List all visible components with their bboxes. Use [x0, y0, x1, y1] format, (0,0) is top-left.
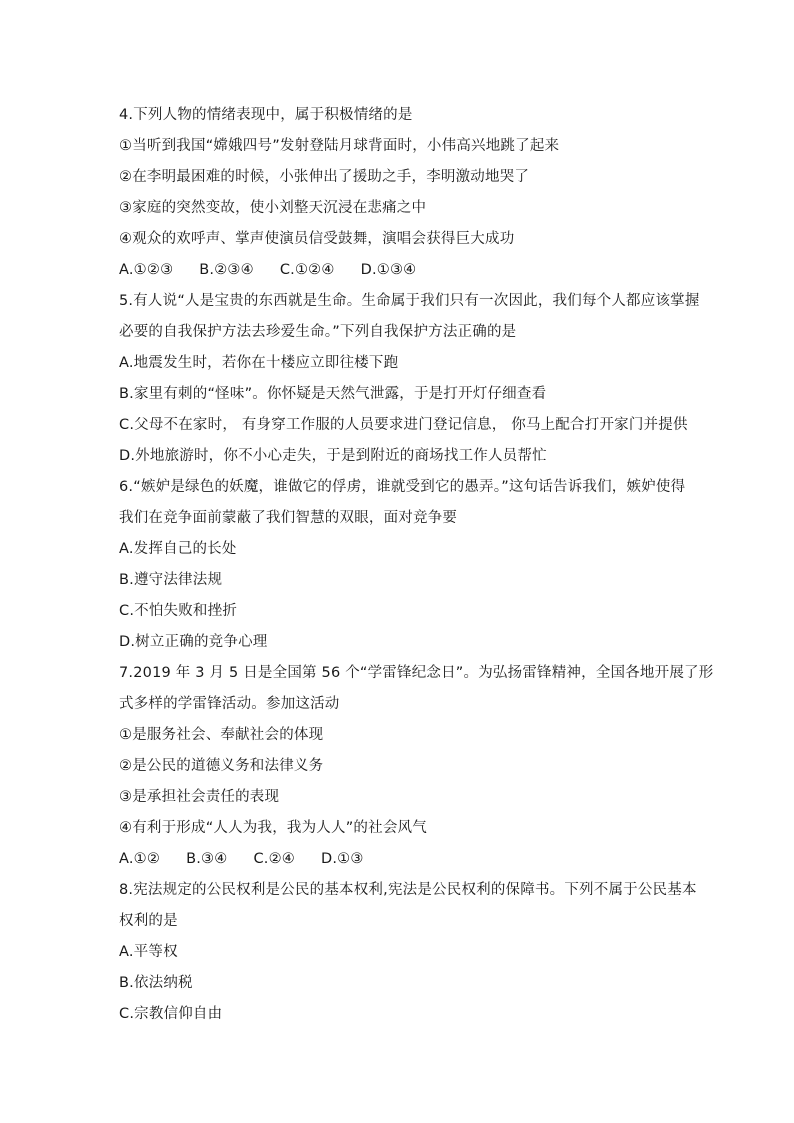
option-a: A.平等权	[119, 944, 178, 960]
question-stem-cont: 权利的是	[119, 913, 178, 929]
exam-page	[119, 100, 714, 1030]
question-stem-cont: 必要的自我保护方法去珍爱生命。”下列自我保护方法正确的是	[119, 324, 517, 340]
statement-1: ①当听到我国“嫦娥四号”发射登陆月球背面时，小伟高兴地跳了起来	[119, 138, 560, 154]
option-d: D.①③④	[360, 262, 417, 278]
option-b: B.依法纳税	[119, 975, 193, 991]
option-c: C.不怕失败和挫折	[119, 603, 238, 619]
option-b: B.家里有刺的“怪味”。你怀疑是天然气泄露，于是打开灯仔细查看	[119, 386, 547, 402]
option-c: C.①②④	[279, 262, 335, 278]
option-c: C.父母不在家时， 有身穿工作服的人员要求进门登记信息， 你马上配合打开家门并提供	[119, 417, 688, 433]
option-d: D.①③	[320, 851, 364, 867]
question-stem: 5.有人说“人是宝贵的东西就是生命。生命属于我们只有一次因此，我们每个人都应该掌握	[119, 293, 700, 309]
question-stem: 8.宪法规定的公民权利是公民的基本权利,宪法是公民权利的保障书。下列不属于公民基本	[119, 882, 697, 898]
question-stem-cont: 式多样的学雷锋活动。参加这活动	[119, 696, 340, 712]
option-b: B.③④	[186, 851, 228, 867]
question-7	[119, 658, 714, 875]
answer-options	[119, 844, 679, 875]
question-stem: 6.“嫉妒是绿色的妖魔，谁做它的俘虏，谁就受到它的愚弄。”这句话告诉我们，嫉妒使得	[119, 479, 686, 495]
option-b: B.②③④	[199, 262, 254, 278]
option-c: C.宗教信仰自由	[119, 1006, 223, 1022]
question-8	[119, 875, 697, 1030]
statement-1: ①是服务社会、奉献社会的体现	[119, 727, 324, 743]
statement-2: ②是公民的道德义务和法律义务	[119, 758, 324, 774]
answer-options	[119, 255, 679, 286]
option-a: A.地震发生时，若你在十楼应立即往楼下跑	[119, 355, 399, 371]
question-stem-cont: 我们在竞争面前蒙蔽了我们智慧的双眼，面对竞争要	[119, 510, 458, 526]
question-6	[119, 472, 686, 658]
option-d: D.树立正确的竞争心理	[119, 634, 268, 650]
statement-3: ③家庭的突然变故，使小刘整天沉浸在悲痛之中	[119, 200, 427, 216]
option-b: B.遵守法律法规	[119, 572, 223, 588]
option-a: A.①②③	[119, 262, 174, 278]
option-a: A.①②	[119, 851, 161, 867]
option-c: C.②④	[253, 851, 295, 867]
option-a: A.发挥自己的长处	[119, 541, 237, 557]
statement-4: ④观众的欢呼声、掌声使演员信受鼓舞，演唱会获得巨大成功	[119, 231, 515, 247]
option-d: D.外地旅游时，你不小心走失，于是到附近的商场找工作人员帮忙	[119, 448, 547, 464]
question-4	[119, 100, 679, 286]
question-stem: 7.2019 年 3 月 5 日是全国第 56 个“学雷锋纪念日”。为弘扬雷锋精神，全国各地开展了形	[119, 665, 714, 681]
statement-3: ③是承担社会责任的表现	[119, 789, 280, 805]
question-5	[119, 286, 700, 472]
question-stem: 4.下列人物的情绪表现中，属于积极情绪的是	[119, 107, 413, 123]
statement-4: ④有利于形成“人人为我，我为人人”的社会风气	[119, 820, 427, 836]
statement-2: ②在李明最困难的时候，小张伸出了援助之手，李明激动地哭了	[119, 169, 530, 185]
